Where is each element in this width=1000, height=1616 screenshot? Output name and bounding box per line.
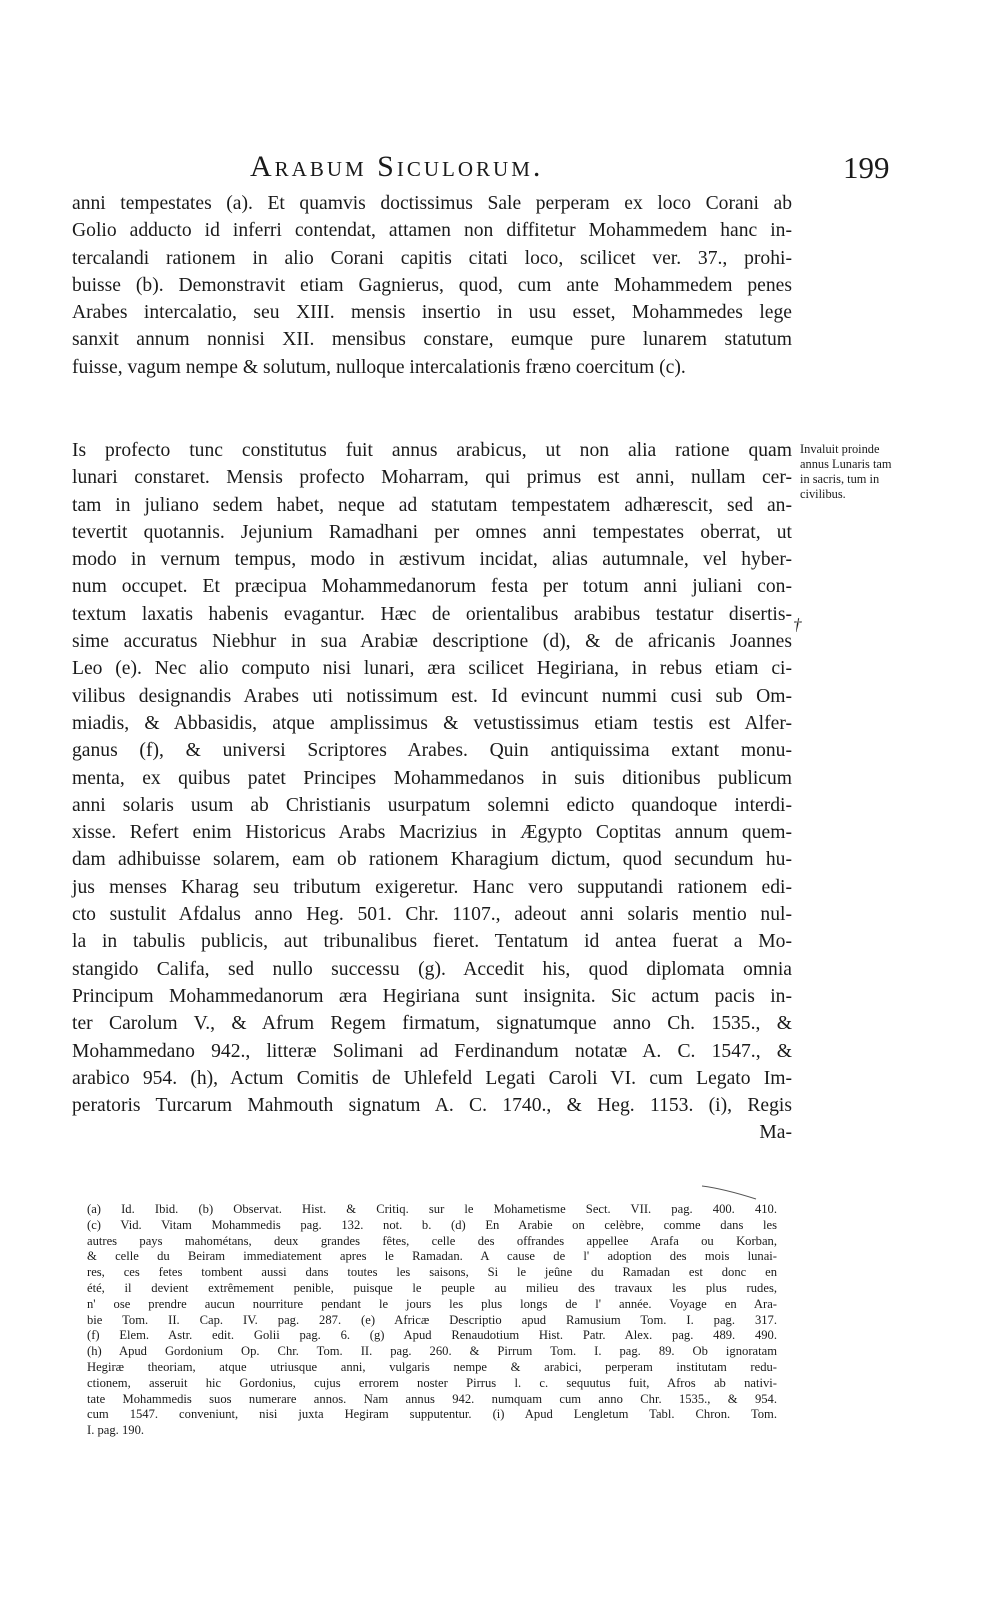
text-line: tevertit quotannis. Jejunium Ramadhani per omnes anni tempestates oberrat, ut	[72, 521, 792, 543]
text-line: buisse (b). Demonstravit etiam Gagnierus, quod, cum ante Mohammedem penes	[72, 274, 792, 296]
footnote-line: été, il devient extrêmement penible, puisque le peuple au milieu des travaux les plus rudes,	[87, 1280, 777, 1295]
footnote-line: bie Tom. II. Cap. IV. pag. 287. (e) Africæ Descriptio apud Ramusium Tom. I. pag. 317.	[87, 1312, 777, 1327]
footnote-line: (c) Vid. Vitam Mohammedis pag. 132. not. b. (d) En Arabie on celèbre, comme dans les	[87, 1217, 777, 1232]
footnote-line: ctionem, asseruit hic Gordonius, cujus errorem noster Pirrus l. c. sequutus fuit, Afros ab nativi-	[87, 1375, 777, 1390]
page-number: 199	[843, 150, 890, 185]
text-line: modo in vernum tempus, modo in æstivum incidat, alias autumnale, vel hyber-	[72, 549, 792, 571]
footnote-line: (f) Elem. Astr. edit. Golii pag. 6. (g) Apud Renaudotium Hist. Patr. Alex. pag. 489. 490.	[87, 1328, 777, 1343]
paragraph-1	[72, 190, 792, 381]
marginal-note	[800, 442, 910, 502]
footnote-line: autres pays mahométans, deux grandes fêtes, celle des offrandes appellee Arafa ou Korban,	[87, 1233, 777, 1248]
footnote-line: (h) Apud Gordonium Op. Chr. Tom. II. pag. 260. & Pirrum Tom. I. pag. 89. Ob ignoratam	[87, 1344, 777, 1359]
text-line: dam adhibuisse solarem, eam ob rationem Kharagium dictum, quod secundum hu-	[72, 849, 792, 871]
marginal-note-line: annus Lunaris tam	[800, 457, 892, 471]
text-line: num occupet. Et præcipua Mohammedanorum festa per totum anni juliani con-	[72, 576, 792, 598]
marginal-mark: †	[793, 615, 802, 634]
text-line: menta, ex quibus patet Principes Mohammedanos in suis ditionibus publicum	[72, 767, 792, 789]
text-line: tercalandi rationem in alio Corani capitis citati loco, scilicet ver. 37., prohi-	[72, 247, 792, 269]
text-line: miadis, & Abbasidis, atque amplissimus & vetustissimus etiam testis est Alfer-	[72, 712, 792, 734]
text-line: ganus (f), & universi Scriptores Arabes. Quin antiquissima extant monu-	[72, 740, 792, 762]
text-line: sime accuratus Niebhur in sua Arabiæ descriptione (d), & de africanis Joannes	[72, 631, 792, 653]
footnote-line: tate Mohammedis suos numerare annos. Nam annus 942. numquam cum anno Chr. 1535., & 954.	[87, 1391, 777, 1406]
text-line: fuisse, vagum nempe & solutum, nulloque intercalationis fræno coercitum (c).	[72, 356, 686, 378]
footnote-line: (a) Id. Ibid. (b) Observat. Hist. & Critiq. sur le Mohametisme Sect. VII. pag. 400. 410.	[87, 1202, 777, 1216]
text-line: jus menses Kharag seu tributum exigeretur. Hanc vero supputandi rationem edi-	[72, 876, 792, 898]
footnote-line: res, ces fetes tombent aussi dans toutes les saisons, Si le jeûne du Ramadan est donc en	[87, 1265, 777, 1280]
footnote-line: Hegiræ theoriam, atque utriusque anni, vulgaris nempe & arabici, perperam institutam redu-	[87, 1359, 777, 1374]
text-line: Mohammedano 942., litteræ Solimani ad Ferdinandum notatæ A. C. 1547., &	[72, 1040, 792, 1062]
catchword: Ma-	[759, 1122, 792, 1144]
text-line: cto sustulit Afdalus anno Heg. 501. Chr. 1107., adeout anni solaris mentio nul-	[72, 904, 792, 926]
text-line: anni tempestates (a). Et quamvis doctissimus Sale perperam ex loco Corani ab	[72, 193, 792, 214]
marginal-note-line: in sacris, tum in	[800, 472, 880, 486]
text-line: textum laxatis habenis evagantur. Hæc de orientalibus arabibus testatur disertis-	[72, 603, 792, 625]
text-line: Arabes intercalatio, seu XIII. mensis insertio in usu esset, Mohammedes lege	[72, 302, 792, 324]
text-line: Leo (e). Nec alio computo nisi lunari, æra scilicet Hegiriana, in rebus etiam ci-	[72, 658, 792, 680]
marginal-note-line: civilibus.	[800, 487, 846, 501]
text-line: arabico 954. (h), Actum Comitis de Uhlefeld Legati Caroli VI. cum Legato Im-	[72, 1067, 792, 1089]
footnote-line: n' ose prendre aucun nourriture pendant le jours les plus longs de l' année. Voyage en Ara-	[87, 1296, 777, 1311]
footnotes	[87, 1202, 777, 1439]
text-line: sanxit annum nonnisi XII. mensibus constare, eumque pure lunarem statutum	[72, 329, 792, 351]
text-line: stangido Califa, sed nullo successu (g). Accedit his, quod diplomata omnia	[72, 958, 792, 980]
text-line: lunari constaret. Mensis profecto Moharram, qui primus est anni, nullam cer-	[72, 467, 792, 489]
footnote-line: cum 1547. conveniunt, nisi juxta Hegiram supputentur. (i) Apud Lengletum Tabl. Chron. Tom.	[87, 1407, 777, 1422]
paragraph-2	[72, 437, 792, 1147]
text-line: Is profecto tunc constitutus fuit annus arabicus, ut non alia ratione quam	[72, 440, 792, 461]
text-line: peratoris Turcarum Mahmouth signatum A. C. 1740., & Heg. 1153. (i), Regis	[72, 1095, 792, 1117]
footnote-line: I. pag. 190.	[87, 1423, 145, 1438]
text-line: ter Carolum V., & Afrum Regem firmatum, signatumque anno Ch. 1535., &	[72, 1013, 792, 1035]
marginal-note-line: Invaluit proinde	[800, 442, 880, 456]
text-line: xisse. Refert enim Historicus Arabs Macrizius in Ægypto Coptitas annum quem-	[72, 822, 792, 844]
text-line: tam in juliano sedem habet, neque ad statutam tempestatem adhærescit, sed an-	[72, 494, 792, 516]
text-line: Principum Mohammedanorum æra Hegiriana sunt insignita. Sic actum pacis in-	[72, 985, 792, 1007]
running-head: Arabum Siculorum.	[250, 150, 544, 183]
footnote-line: & celle du Beiram immediatement apres le Ramadan. A cause de l' adoption des mois lunai-	[87, 1249, 777, 1264]
text-line: anni solaris usum ab Christianis usurpatum solemni edicto quandoque interdi-	[72, 794, 792, 816]
text-line: vilibus designandis Arabes uti notissimum est. Id evincunt nummi cusi sub Om-	[72, 685, 792, 707]
ink-stroke-mark	[700, 1182, 760, 1202]
text-line: Golio adducto id inferri contendat, attamen non diffitetur Mohammedem hanc in-	[72, 220, 792, 242]
text-line: la in tabulis publicis, aut tribunalibus fieret. Tentatum id antea fuerat a Mo-	[72, 931, 792, 953]
